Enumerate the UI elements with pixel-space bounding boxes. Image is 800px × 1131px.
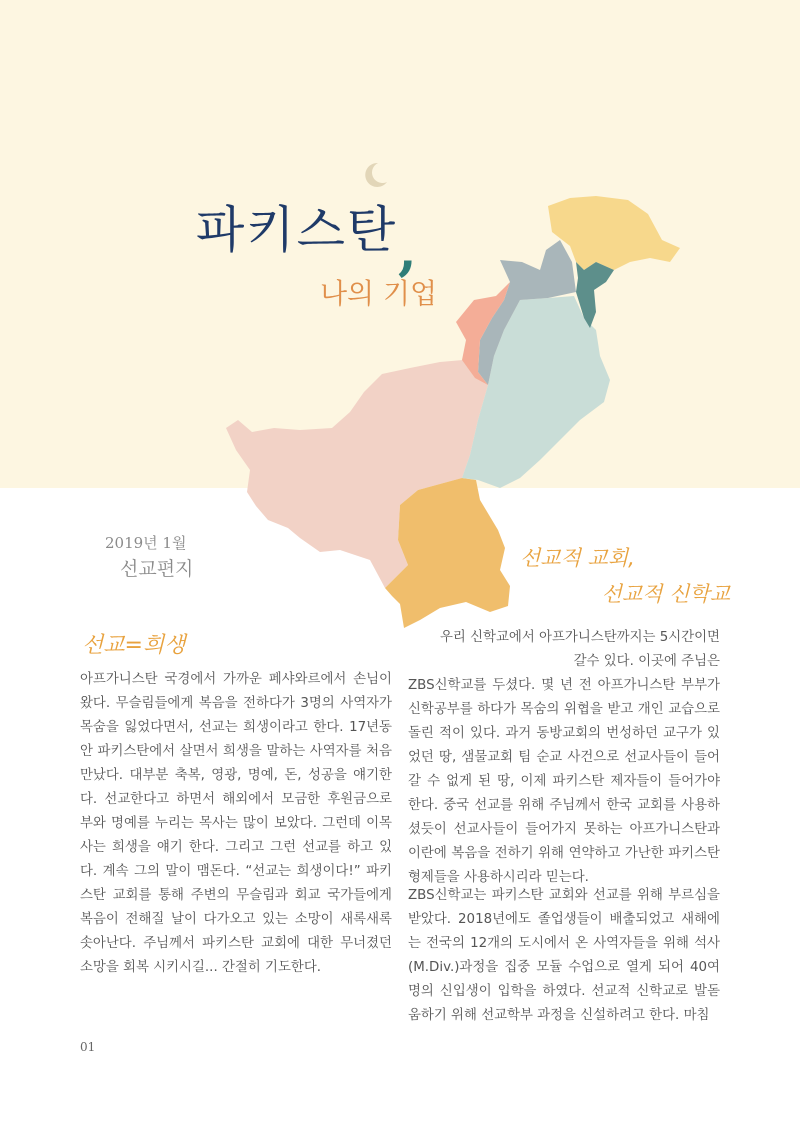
- letter-label: 선교편지: [120, 558, 194, 580]
- letter-date: 2019년 1월: [105, 534, 187, 552]
- page-subtitle: 나의 기업: [320, 277, 438, 310]
- left-section-heading: 선교=희생: [82, 633, 186, 658]
- right-intro-text: 우리 신학교에서 아프가니스탄까지는 5시간이면 갈수 있다. 이곳에 주님은: [440, 630, 720, 669]
- page-title: 파키스탄: [196, 201, 398, 259]
- page-number: 01: [80, 1040, 96, 1054]
- right-section-heading: [510, 540, 730, 612]
- crescent-moon-icon: [360, 160, 390, 190]
- right-heading-line2: 선교적 신학교: [601, 582, 730, 606]
- right-heading-line1: 선교적 교회,: [520, 546, 635, 570]
- left-body-text: 아프가니스탄 국경에서 가까운 페샤와르에서 손님이 왔다. 무슬림들에게 복음을 전하다가 3명의 사역자가 목숨을 잃었다면서, 선교는 희생이라고 한다. 17년동안 파키스탄에서 살면서 희생을 말하는 사역자를 처음 만났다. 대부분 축복, 영광, 명예, 돈, 성공을 얘기한다. 선교한다고 하면서 해외에서 모금한 후원금으로 부와 명예를 누리는 목사는 많이 보았다. 그런데 이목사는 희생을 얘기 한다. 그리고 그런 선교를 하고 있다. 계속 그의 말이 맴돈다. “선교는 희생이다!” 파키스탄 교회를 통해 주변의 무슬림과 회교 국가들에게 복음이 전해질 날이 다가오고 있는 소망이 새록새록 솟아난다. 주님께서 파키스탄 교회에 대한 무너졌던 소망을 회복 시키시길... 간절히 기도한다.: [80, 672, 392, 975]
- title-comma: ,: [398, 218, 417, 282]
- right-body-text-2: ZBS신학교는 파키스탄 교회와 선교를 위해 부르심을 받았다. 2018년에도 졸업생들이 배출되었고 새해에는 전국의 12개의 도시에서 온 사역자들을 위해 석사(M.Div.)과정을 집중 모듈 수업으로 열게 되어 40여명의 신입생이 입학을 하였다. 선교적 신학교로 발돋움하기 위해 선교학부 과정을 신설하려고 한다. 마침: [408, 888, 720, 1023]
- right-body-text-1: ZBS신학교를 두셨다. 몇 년 전 아프가니스탄 부부가 신학공부를 하다가 목숨의 위협을 받고 개인 교습으로 돌린 적이 있다. 과거 동방교회의 번성하던 교구가 있었던 땅, 샘물교회 팀 순교 사건으로 선교사들이 들어갈 수 없게 된 땅, 이제 파키스탄 제자들이 들어가야 한다. 중국 선교를 위해 주님께서 한국 교회를 사용하셨듯이 선교사들이 들어가지 못하는 아프가니스탄과 이란에 복음을 전하기 위해 연약하고 가난한 파키스탄 형제들을 사용하시리라 믿는다.: [408, 678, 720, 885]
